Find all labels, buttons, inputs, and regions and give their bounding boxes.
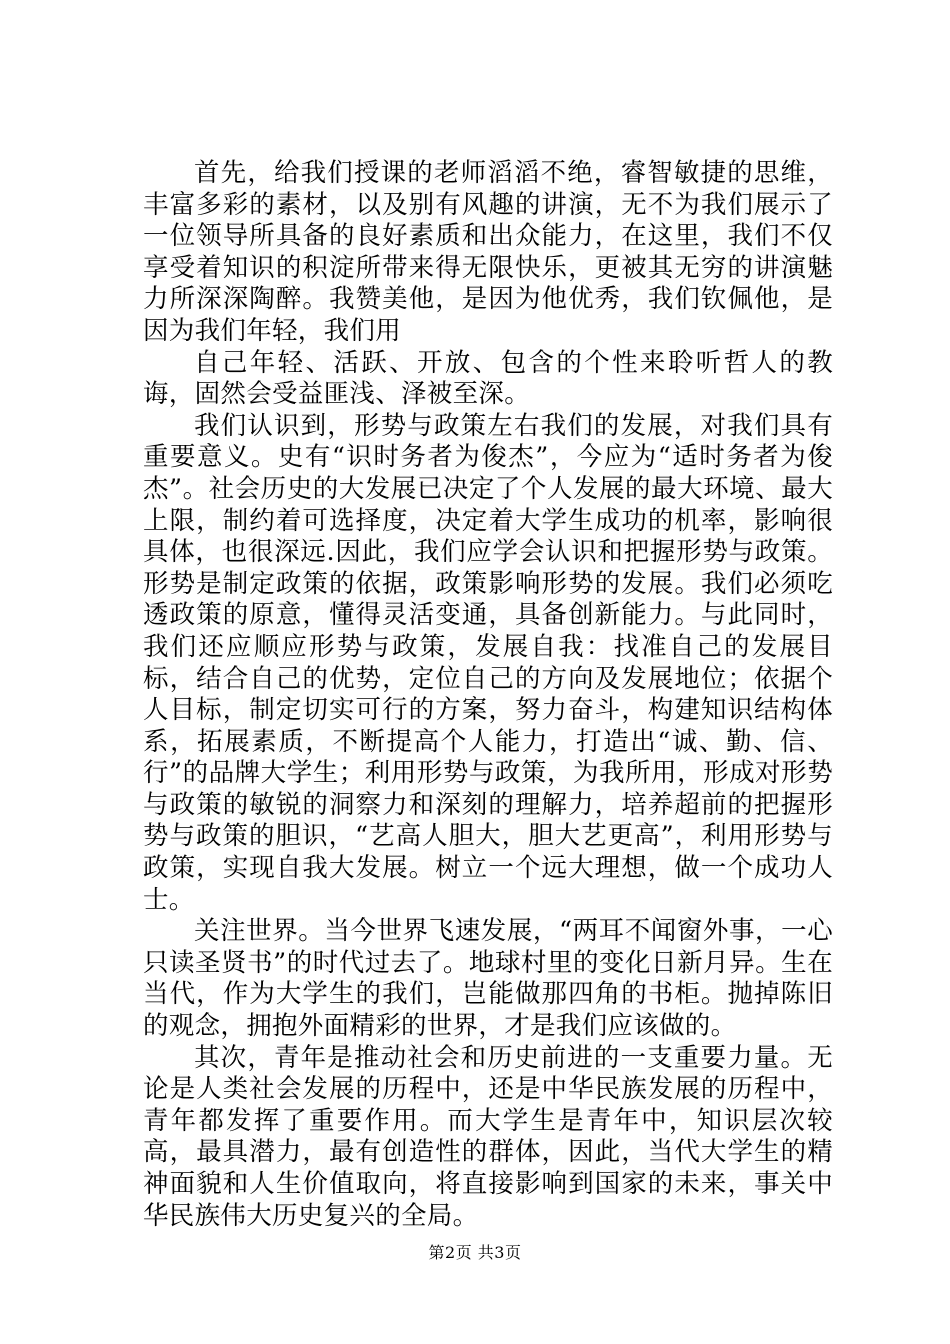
paragraph-4: 关注世界。当今世界飞速发展，“两耳不闻窗外事，一心只读圣贤书”的时代过去了。地球村里的变化日新月异。生在当代，作为大学生的我们，岂能做那四角的书柜。抛掉陈旧的观念，拥抱外面精彩的世界，才是我们应该做的。: [143, 916, 833, 1042]
page-footer: 第2页 共3页: [428, 1243, 522, 1262]
paragraph-5: 其次，青年是推动社会和历史前进的一支重要力量。无论是人类社会发展的历程中，还是中华民族发展的历程中，青年都发挥了重要作用。而大学生是青年中，知识层次较高，最具潜力，最有创造性的群体，因此，当代大学生的精神面貌和人生价值取向，将直接影响到国家的未来，事关中华民族伟大历史复兴的全局。: [143, 1042, 833, 1231]
document-body: [143, 158, 833, 1232]
paragraph-3: 我们认识到，形势与政策左右我们的发展，对我们具有重要意义。史有“识时务者为俊杰”，今应为“适时务者为俊杰”。社会历史的大发展已决定了个人发展的最大环境、最大上限，制约着可选择度，决定着大学生成功的机率，影响很具体，也很深远.因此，我们应学会认识和把握形势与政策。形势是制定政策的依据，政策影响形势的发展。我们必须吃透政策的原意，懂得灵活变通，具备创新能力。与此同时，我们还应顺应形势与政策，发展自我：找准自己的发展目标，结合自己的优势，定位自己的方向及发展地位；依据个人目标，制定切实可行的方案，努力奋斗，构建知识结构体系，拓展素质，不断提高个人能力，打造出“诚、勤、信、行”的品牌大学生；利用形势与政策，为我所用，形成对形势与政策的敏锐的洞察力和深刻的理解力，培养超前的把握形势与政策的胆识，“艺高人胆大，胆大艺更高”，利用形势与政策，实现自我大发展。树立一个远大理想，做一个成功人士。: [143, 410, 833, 915]
paragraph-1: 首先，给我们授课的老师滔滔不绝，睿智敏捷的思维，丰富多彩的素材，以及别有风趣的讲演，无不为我们展示了一位领导所具备的良好素质和出众能力，在这里，我们不仅享受着知识的积淀所带来得无限快乐，更被其无穷的讲演魅力所深深陶醉。我赞美他，是因为他优秀，我们钦佩他，是因为我们年轻，我们用: [143, 158, 833, 346]
paragraph-2: 自己年轻、活跃、开放、包含的个性来聆听哲人的教诲，固然会受益匪浅、泽被至深。: [143, 347, 833, 410]
